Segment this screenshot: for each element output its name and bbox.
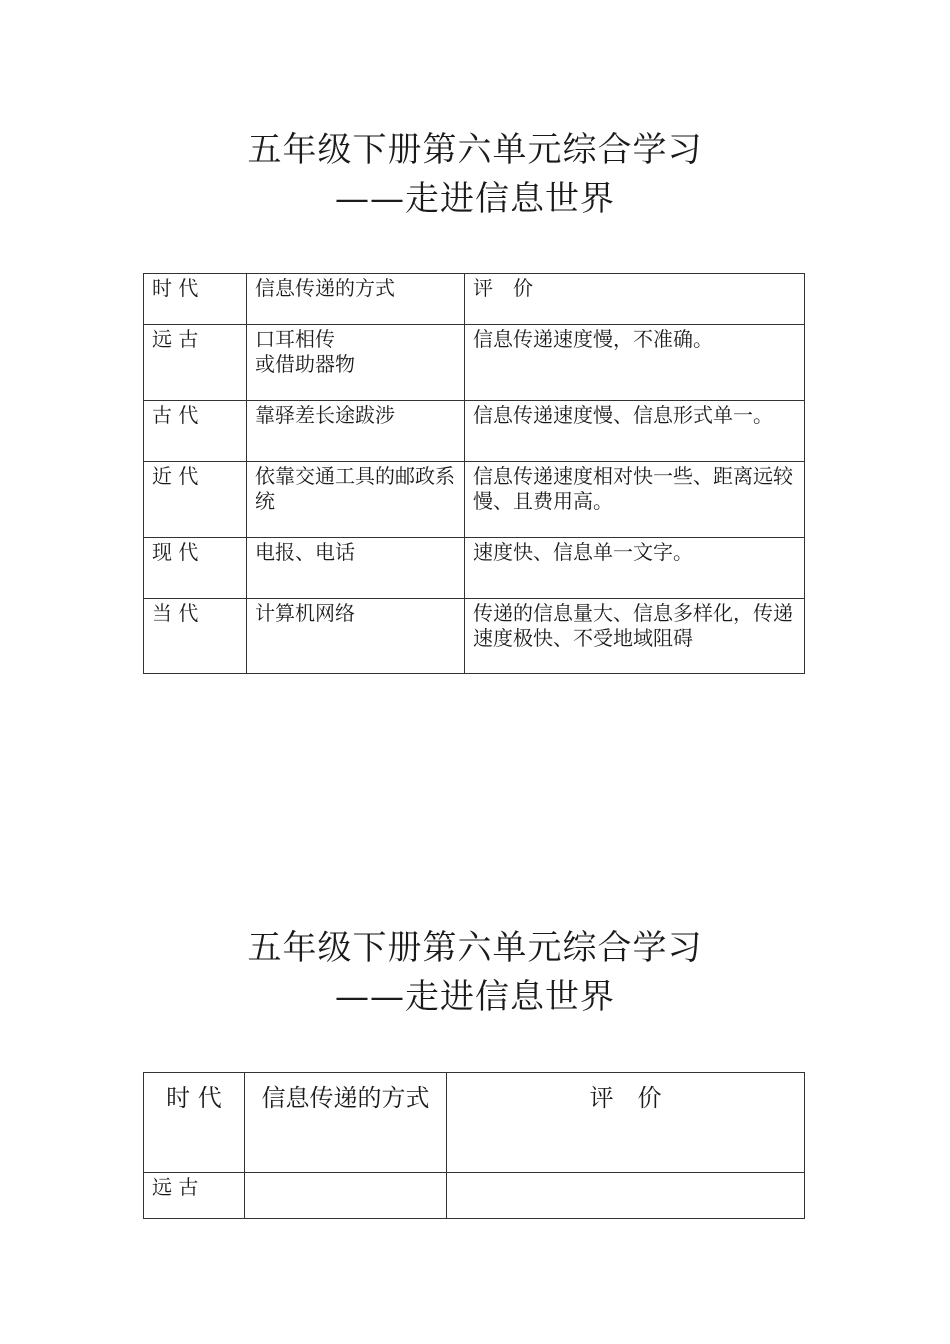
page-title: 五年级下册第六单元综合学习 bbox=[247, 130, 703, 170]
header-era: 时 代 bbox=[144, 274, 247, 325]
page-subtitle: ——走进信息世界 bbox=[335, 179, 615, 219]
header-method: 信息传递的方式 bbox=[245, 1073, 447, 1173]
cell-evaluation bbox=[447, 1173, 805, 1219]
table-header-row bbox=[144, 1073, 805, 1173]
cell-evaluation: 速度快、信息单一文字。 bbox=[465, 538, 805, 599]
page-title-2: 五年级下册第六单元综合学习 bbox=[247, 928, 703, 968]
cell-evaluation: 信息传递速度相对快一些、距离远较慢、且费用高。 bbox=[465, 462, 805, 538]
cell-era: 当 代 bbox=[144, 599, 247, 674]
cell-method bbox=[245, 1173, 447, 1219]
cell-evaluation: 信息传递速度慢、信息形式单一。 bbox=[465, 401, 805, 462]
cell-method: 计算机网络 bbox=[247, 599, 465, 674]
cell-method: 靠驿差长途跋涉 bbox=[247, 401, 465, 462]
header-evaluation: 评 价 bbox=[465, 274, 805, 325]
cell-era: 远 古 bbox=[144, 325, 247, 401]
cell-era: 现 代 bbox=[144, 538, 247, 599]
table-row bbox=[144, 325, 805, 401]
table-row bbox=[144, 401, 805, 462]
cell-method-line: 或借助器物 bbox=[255, 352, 355, 376]
info-transfer-table bbox=[143, 273, 805, 674]
header-method: 信息传递的方式 bbox=[247, 274, 465, 325]
cell-method: 电报、电话 bbox=[247, 538, 465, 599]
header-era: 时 代 bbox=[144, 1073, 245, 1173]
cell-era: 近 代 bbox=[144, 462, 247, 538]
table-header-row bbox=[144, 274, 805, 325]
cell-method-line: 口耳相传 bbox=[255, 327, 335, 351]
table-row bbox=[144, 462, 805, 538]
cell-evaluation: 传递的信息量大、信息多样化，传递速度极快、不受地域阻碍 bbox=[465, 599, 805, 674]
table-row bbox=[144, 599, 805, 674]
table-row bbox=[144, 538, 805, 599]
cell-era: 远 古 bbox=[144, 1173, 245, 1219]
page-subtitle-2: ——走进信息世界 bbox=[335, 977, 615, 1017]
cell-evaluation: 信息传递速度慢，不准确。 bbox=[465, 325, 805, 401]
table-row bbox=[144, 1173, 805, 1219]
info-transfer-table-blank bbox=[143, 1072, 805, 1219]
cell-method bbox=[247, 325, 465, 401]
header-evaluation: 评 价 bbox=[447, 1073, 805, 1173]
cell-era: 古 代 bbox=[144, 401, 247, 462]
cell-method: 依靠交通工具的邮政系统 bbox=[247, 462, 465, 538]
